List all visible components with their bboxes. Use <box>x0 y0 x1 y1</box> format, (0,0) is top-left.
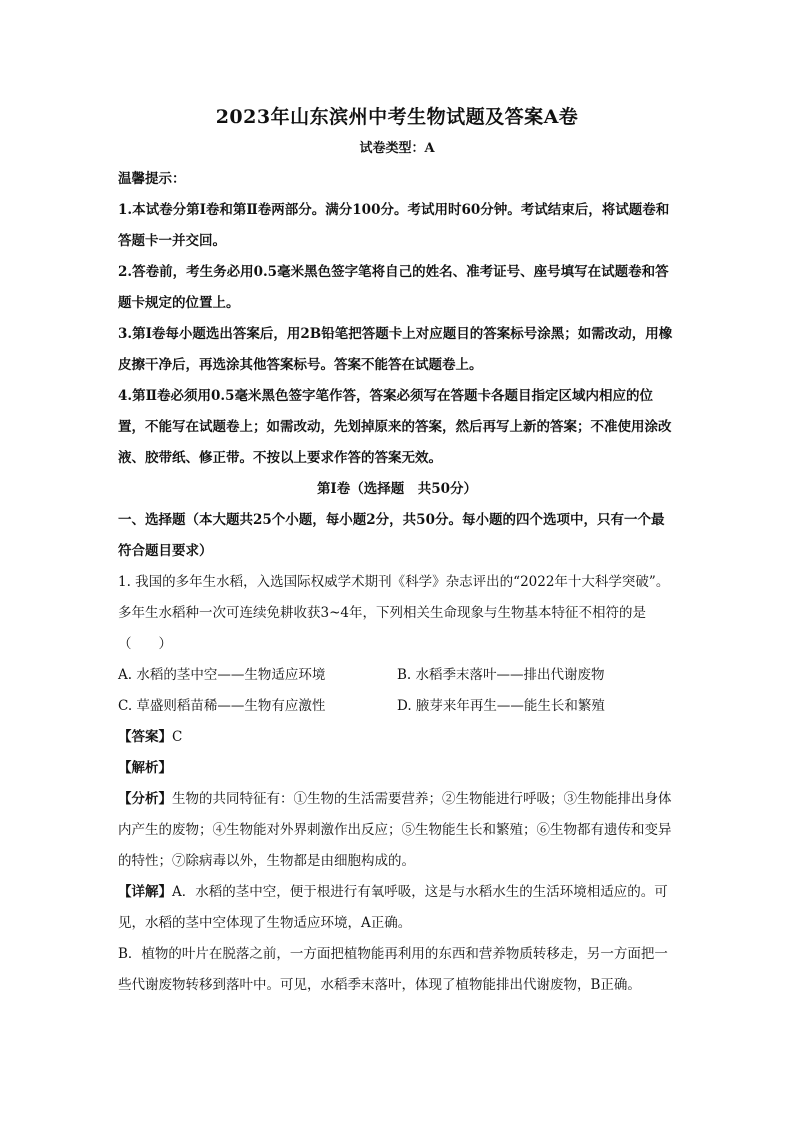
notice-item-4: 4.第Ⅱ卷必须用0.5毫米黑色签字笔作答，答案必须写在答题卡各题目指定区域内相应的位置，不能写在试题卷上；如需改动，先划掉原来的答案，然后再写上新的答案；不准使用涂改液、胶带纸、修正带。不按以上要求作答的答案无效。 <box>118 388 672 466</box>
page-title: 2023年山东滨州中考生物试题及答案A卷 <box>215 106 579 128</box>
paper-type: 试卷类型：A <box>359 141 435 156</box>
xiangjie-tag: 【详解】 <box>118 884 172 900</box>
notice-item-2: 2.答卷前，考生务必用0.5毫米黑色签字笔将自己的姓名、准考证号、座号填写在试题卷和答题卡规定的位置上。 <box>118 264 669 311</box>
answer-line <box>118 722 676 753</box>
xiangjie-paragraph-a <box>118 877 676 939</box>
fenxi-text: 生物的共同特征有：①生物的生活需要营养；②生物能进行呼吸；③生物能排出身体内产生的废物；④生物能对外界刺激作出反应；⑤生物能生长和繁殖；⑥生物都有遗传和变异的特性；⑦除病毒以外，生物都是由细胞构成的。 <box>118 791 672 869</box>
answer-tag: 【答案】 <box>118 729 172 745</box>
notice-item-3: 3.第Ⅰ卷每小题选出答案后，用2B铅笔把答题卡上对应题目的答案标号涂黑；如需改动，用橡皮擦干净后，再选涂其他答案标号。答案不能答在试题卷上。 <box>118 326 673 373</box>
option-d: D. 腋芽来年再生——能生长和繁殖 <box>397 698 605 714</box>
part-heading: 一、选择题（本大题共25个小题，每小题2分，共50分。每小题的四个选项中，只有一个最符合题目要求） <box>118 512 665 559</box>
fenxi-tag: 【分析】 <box>118 791 172 807</box>
option-b: B. 水稻季末落叶——排出代谢废物 <box>397 667 605 683</box>
analysis-tag: 【解析】 <box>118 760 172 776</box>
notice-item-1: 1.本试卷分第Ⅰ卷和第Ⅱ卷两部分。满分100分。考试用时60分钟。考试结束后，将试题卷和答题卡一并交回。 <box>118 202 670 249</box>
xiangjie-a-text: A．水稻的茎中空，便于根进行有氧呼吸，这是与水稻水生的生活环境相适应的。可见，水稻的茎中空体现了生物适应环境，A正确。 <box>118 884 668 931</box>
options-row-1 <box>118 660 676 691</box>
notice-heading: 温馨提示： <box>118 171 186 187</box>
question-stem: 1. 我国的多年生水稻，入选国际权威学术期刊《科学》杂志评出的“2022年十大科学突破”。多年生水稻种一次可连续免耕收获3~4年，下列相关生命现象与生物基本特征不相符的是（ ） <box>118 574 670 652</box>
option-c: C. 草盛则稻苗稀——生物有应激性 <box>118 698 326 714</box>
option-a: A. 水稻的茎中空——生物适应环境 <box>118 667 326 683</box>
answer-value: C <box>172 729 183 745</box>
fenxi-paragraph <box>118 784 676 877</box>
options-row-2 <box>118 691 676 722</box>
xiangjie-paragraph-b: B．植物的叶片在脱落之前，一方面把植物能再利用的东西和营养物质转移走，另一方面把一些代谢废物转移到落叶中。可见，水稻季末落叶，体现了植物能排出代谢废物，B正确。 <box>118 946 668 993</box>
section-title: 第Ⅰ卷（选择题 共50分） <box>316 481 478 497</box>
